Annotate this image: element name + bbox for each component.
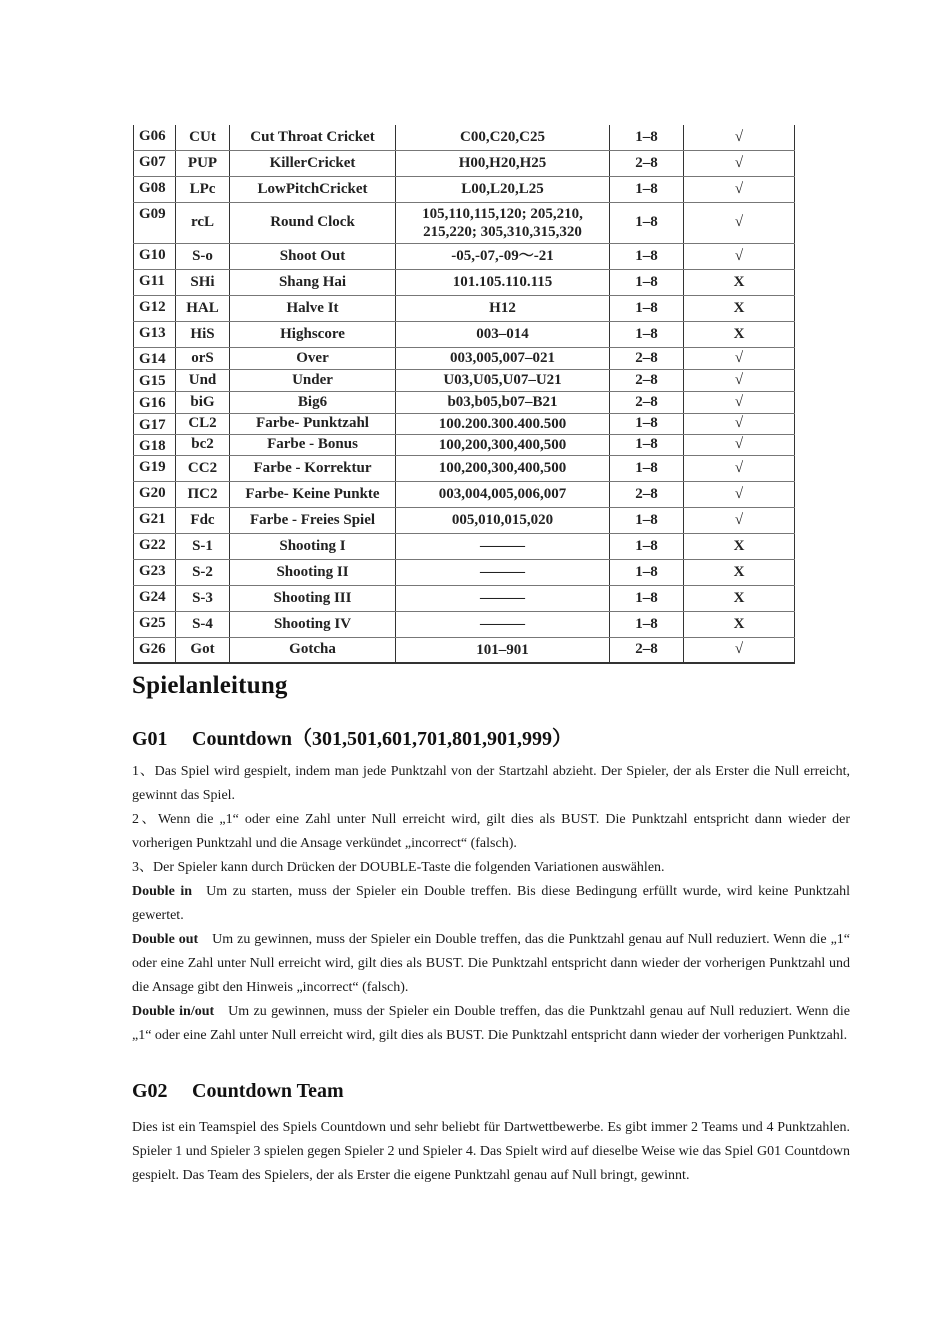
cell-abbr: rcL xyxy=(176,202,230,243)
cell-players: 1–8 xyxy=(610,413,684,434)
cell-abbr: S-o xyxy=(176,243,230,269)
cell-players: 1–8 xyxy=(610,176,684,202)
cell-ranges: ——— xyxy=(396,559,610,585)
cell-code: G21 xyxy=(134,507,176,533)
cell-players: 1–8 xyxy=(610,295,684,321)
cell-players: 1–8 xyxy=(610,585,684,611)
cell-abbr: biG xyxy=(176,391,230,413)
cell-code: G25 xyxy=(134,611,176,637)
cell-name: Cut Throat Cricket xyxy=(230,125,396,150)
cell-ranges: H12 xyxy=(396,295,610,321)
term-text: Um zu gewinnen, muss der Spieler ein Double treffen, das die Punktzahl genau auf Null reduziert. Wenn die „1“ oder eine Zahl unter Null erreicht wird, gilt dies als BUST. Die Punktzahl entspricht dann wieder der vorherigen Punktzahl. xyxy=(132,1004,850,1043)
section-title: Countdown（301,501,601,701,801,901,999） xyxy=(192,728,573,750)
cell-name: Shang Hai xyxy=(230,269,396,295)
cell-ranges: ——— xyxy=(396,533,610,559)
cell-abbr: Got xyxy=(176,637,230,663)
cell-code: G12 xyxy=(134,295,176,321)
cell-ranges: ——— xyxy=(396,611,610,637)
cell-name: Under xyxy=(230,369,396,391)
cell-handicap: X xyxy=(684,585,795,611)
cell-code: G24 xyxy=(134,585,176,611)
table-row xyxy=(134,321,795,347)
table-row xyxy=(134,611,795,637)
cell-players: 1–8 xyxy=(610,533,684,559)
cell-ranges: b03,b05,b07–B21 xyxy=(396,391,610,413)
cell-abbr: LPc xyxy=(176,176,230,202)
cell-name: Shooting III xyxy=(230,585,396,611)
table-row xyxy=(134,391,795,413)
cell-players: 2–8 xyxy=(610,347,684,369)
cell-handicap: √ xyxy=(684,481,795,507)
paragraph: 2、Wenn die „1“ oder eine Zahl unter Null erreicht wird, gilt dies als BUST. Die Punktzahl entspricht dann wieder der vorherigen Punktzahl und die Ansage verkündet „incorrect“ (falsch). xyxy=(132,812,850,851)
cell-code: G20 xyxy=(134,481,176,507)
table-row xyxy=(134,559,795,585)
cell-name: Shoot Out xyxy=(230,243,396,269)
cell-name: Shooting I xyxy=(230,533,396,559)
cell-ranges: 003,004,005,006,007 xyxy=(396,481,610,507)
cell-players: 1–8 xyxy=(610,507,684,533)
cell-name: Farbe - Korrektur xyxy=(230,455,396,481)
cell-ranges: L00,L20,L25 xyxy=(396,176,610,202)
cell-ranges: 100,200,300,400,500 xyxy=(396,455,610,481)
table-row xyxy=(134,295,795,321)
term-text: Um zu gewinnen, muss der Spieler ein Double treffen, das die Punktzahl genau auf Null reduziert. Wenn die „1“ oder eine Zahl unter Null erreicht wird, gilt dies als BUST. Die Punktzahl entspricht dann wieder der vorherigen Punktzahl und die Ansage gibt den Hinweis „incorrect“ (falsch). xyxy=(132,932,851,995)
cell-ranges: U03,U05,U07–U21 xyxy=(396,369,610,391)
cell-abbr: S-1 xyxy=(176,533,230,559)
table-row xyxy=(134,455,795,481)
cell-code: G10 xyxy=(134,243,176,269)
cell-handicap: √ xyxy=(684,125,795,150)
cell-players: 1–8 xyxy=(610,611,684,637)
cell-code: G16 xyxy=(134,391,176,413)
cell-players: 1–8 xyxy=(610,434,684,455)
cell-code: G09 xyxy=(134,202,176,243)
cell-name: Big6 xyxy=(230,391,396,413)
cell-players: 2–8 xyxy=(610,150,684,176)
cell-players: 2–8 xyxy=(610,481,684,507)
game-table xyxy=(133,125,795,664)
cell-handicap: √ xyxy=(684,176,795,202)
cell-abbr: HiS xyxy=(176,321,230,347)
cell-handicap: X xyxy=(684,321,795,347)
cell-players: 2–8 xyxy=(610,369,684,391)
cell-abbr: HAL xyxy=(176,295,230,321)
table-row xyxy=(134,434,795,455)
cell-ranges: 005,010,015,020 xyxy=(396,507,610,533)
cell-abbr: CC2 xyxy=(176,455,230,481)
table-row xyxy=(134,150,795,176)
cell-abbr: SHi xyxy=(176,269,230,295)
paragraph: Dies ist ein Teamspiel des Spiels Countdown und sehr beliebt für Dartwettbewerbe. Es gibt immer 2 Teams und 4 Punktzahlen. Spieler 1 und Spieler 3 spielen gegen Spieler 2 und Spieler 4. Das Spielt wird auf dieselbe Weise wie das Spiel G01 Countdown gespielt. Das Team des Spielers, der als Erster die eigene Punktzahl genau auf Null bringt, gewinnt. xyxy=(132,1120,850,1183)
cell-handicap: X xyxy=(684,611,795,637)
paragraph: 3、Der Spieler kann durch Drücken der DOUBLE-Taste die folgenden Variationen auswählen. xyxy=(132,860,665,875)
term-text: Um zu starten, muss der Spieler ein Double treffen. Bis diese Bedingung erfüllt wurde, wird keine Punktzahl gewertet. xyxy=(132,884,851,923)
cell-handicap: X xyxy=(684,269,795,295)
cell-handicap: √ xyxy=(684,391,795,413)
cell-abbr: CL2 xyxy=(176,413,230,434)
table-row xyxy=(134,243,795,269)
table-row xyxy=(134,533,795,559)
cell-players: 1–8 xyxy=(610,559,684,585)
cell-name: KillerCricket xyxy=(230,150,396,176)
table-row xyxy=(134,481,795,507)
cell-abbr: PUP xyxy=(176,150,230,176)
cell-handicap: √ xyxy=(684,507,795,533)
cell-handicap: √ xyxy=(684,202,795,243)
cell-abbr: Und xyxy=(176,369,230,391)
cell-ranges: -05,-07,-09～-21 xyxy=(396,243,610,269)
table-row xyxy=(134,202,795,243)
cell-handicap: √ xyxy=(684,413,795,434)
paragraph: 1、Das Spiel wird gespielt, indem man jede Punktzahl von der Startzahl abzieht. Der Spieler, der als Erster die Null erreicht, gewinnt das Spiel. xyxy=(132,764,850,803)
cell-name: LowPitchCricket xyxy=(230,176,396,202)
cell-players: 1–8 xyxy=(610,321,684,347)
cell-code: G08 xyxy=(134,176,176,202)
table-row xyxy=(134,125,795,150)
cell-handicap: √ xyxy=(684,243,795,269)
cell-handicap: X xyxy=(684,559,795,585)
cell-ranges: 100.200.300.400.500 xyxy=(396,413,610,434)
cell-name: Over xyxy=(230,347,396,369)
section-heading-g02 xyxy=(132,1080,344,1103)
cell-code: G26 xyxy=(134,637,176,663)
cell-ranges: 100,200,300,400,500 xyxy=(396,434,610,455)
table-row xyxy=(134,413,795,434)
cell-abbr: S-2 xyxy=(176,559,230,585)
table-row xyxy=(134,176,795,202)
cell-name: Farbe- Punktzahl xyxy=(230,413,396,434)
term: Double in/out xyxy=(132,1004,215,1019)
table-row xyxy=(134,369,795,391)
cell-name: Halve It xyxy=(230,295,396,321)
section-number: G01 xyxy=(132,728,168,750)
cell-code: G18 xyxy=(134,434,176,455)
cell-name: Farbe- Keine Punkte xyxy=(230,481,396,507)
cell-ranges: 101–901 xyxy=(396,637,610,663)
table-row xyxy=(134,507,795,533)
cell-ranges: 003,005,007–021 xyxy=(396,347,610,369)
table-row xyxy=(134,585,795,611)
table-row xyxy=(134,269,795,295)
cell-abbr: Fdc xyxy=(176,507,230,533)
cell-name: Shooting II xyxy=(230,559,396,585)
cell-code: G11 xyxy=(134,269,176,295)
cell-code: G07 xyxy=(134,150,176,176)
cell-players: 2–8 xyxy=(610,391,684,413)
cell-name: Round Clock xyxy=(230,202,396,243)
cell-name: Highscore xyxy=(230,321,396,347)
cell-name: Gotcha xyxy=(230,637,396,663)
cell-players: 1–8 xyxy=(610,269,684,295)
cell-name: Farbe - Freies Spiel xyxy=(230,507,396,533)
table-row xyxy=(134,637,795,663)
cell-ranges: H00,H20,H25 xyxy=(396,150,610,176)
term: Double in xyxy=(132,884,193,899)
cell-handicap: X xyxy=(684,295,795,321)
cell-players: 1–8 xyxy=(610,243,684,269)
cell-name: Shooting IV xyxy=(230,611,396,637)
cell-abbr: S-3 xyxy=(176,585,230,611)
cell-ranges: 003–014 xyxy=(396,321,610,347)
cell-code: G22 xyxy=(134,533,176,559)
cell-abbr: CUt xyxy=(176,125,230,150)
cell-code: G06 xyxy=(134,125,176,150)
section-number: G02 xyxy=(132,1080,168,1102)
paragraph-double-in xyxy=(132,880,850,928)
cell-name: Farbe - Bonus xyxy=(230,434,396,455)
cell-players: 2–8 xyxy=(610,637,684,663)
cell-abbr: bc2 xyxy=(176,434,230,455)
paragraph-double-out xyxy=(132,928,850,1000)
cell-code: G17 xyxy=(134,413,176,434)
cell-handicap: √ xyxy=(684,637,795,663)
cell-handicap: √ xyxy=(684,434,795,455)
cell-ranges: 105,110,115,120; 205,210, 215,220; 305,310,315,320 xyxy=(396,202,610,243)
cell-code: G19 xyxy=(134,455,176,481)
table-row xyxy=(134,347,795,369)
cell-abbr: ПС2 xyxy=(176,481,230,507)
cell-players: 1–8 xyxy=(610,202,684,243)
cell-ranges: 101.105.110.115 xyxy=(396,269,610,295)
cell-abbr: orS xyxy=(176,347,230,369)
cell-handicap: √ xyxy=(684,150,795,176)
section-heading-g01 xyxy=(132,722,572,751)
cell-players: 1–8 xyxy=(610,455,684,481)
cell-abbr: S-4 xyxy=(176,611,230,637)
cell-code: G15 xyxy=(134,369,176,391)
section-title: Countdown Team xyxy=(192,1080,344,1102)
cell-handicap: √ xyxy=(684,369,795,391)
paragraph-double-inout xyxy=(132,1000,850,1048)
cell-players: 1–8 xyxy=(610,125,684,150)
cell-code: G14 xyxy=(134,347,176,369)
cell-code: G13 xyxy=(134,321,176,347)
term: Double out xyxy=(132,932,199,947)
cell-handicap: √ xyxy=(684,455,795,481)
cell-ranges: ——— xyxy=(396,585,610,611)
cell-handicap: √ xyxy=(684,347,795,369)
cell-code: G23 xyxy=(134,559,176,585)
cell-handicap: X xyxy=(684,533,795,559)
cell-ranges: C00,C20,C25 xyxy=(396,125,610,150)
page-title: Spielanleitung xyxy=(132,672,288,699)
